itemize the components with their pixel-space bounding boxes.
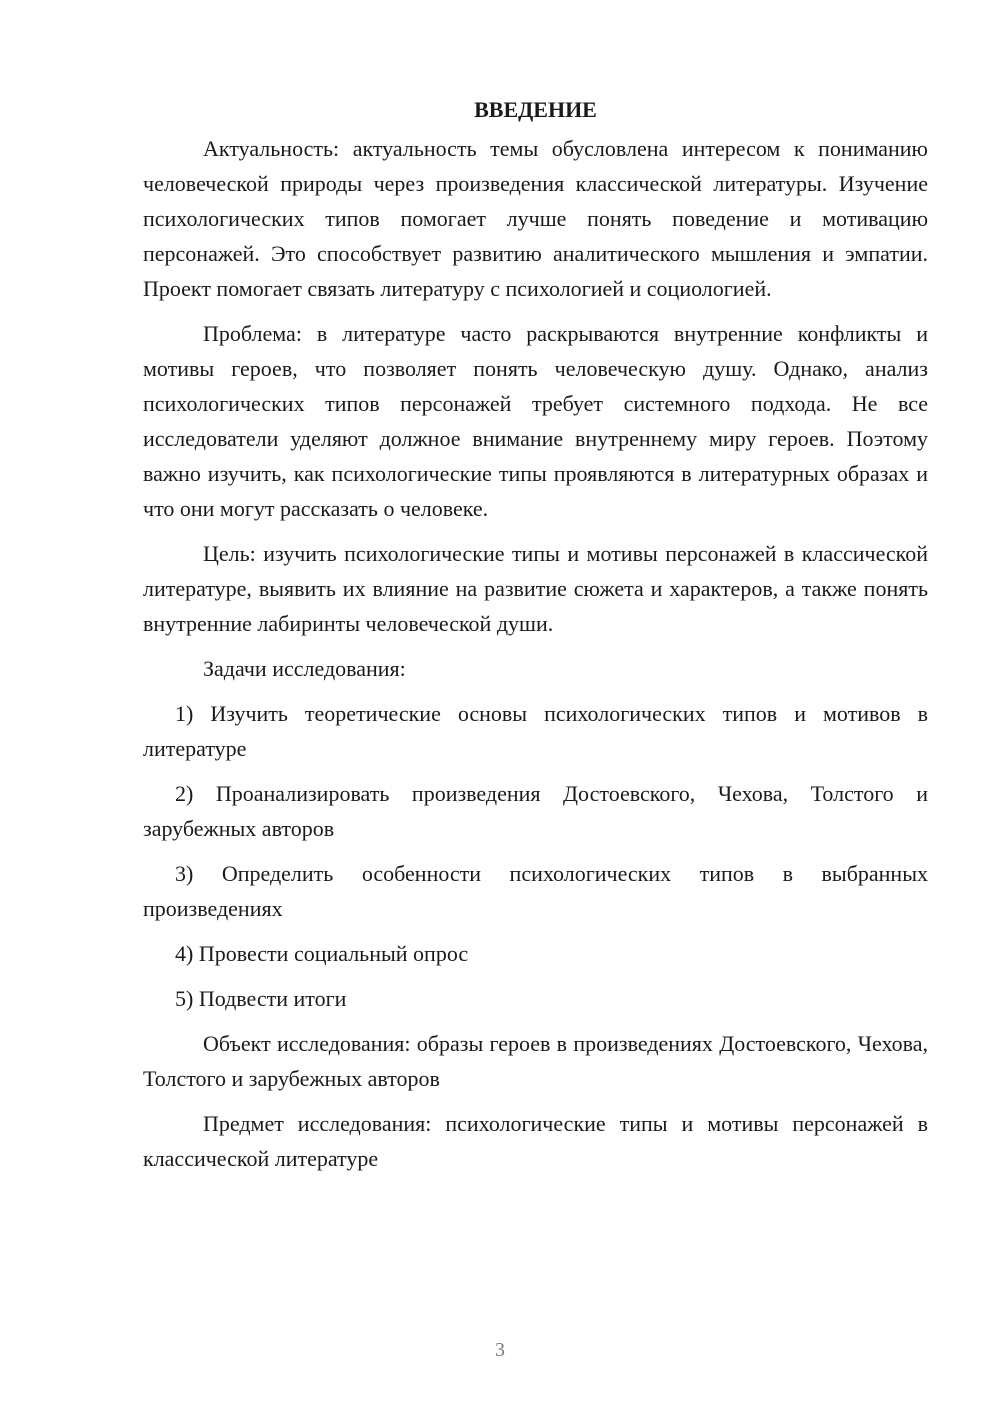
problem-paragraph: Проблема: в литературе часто раскрываются внутренние конфликты и мотивы героев, что позволяет понять человеческую душу. Однако, анализ психологических типов персонажей требует системного подхода. Не все исследователи уделяют должное внимание внутреннему миру героев. Поэтому важно изучить, как психологические типы проявляются в литературных образах и что они могут рассказать о человеке. — [143, 321, 928, 521]
object-paragraph: Объект исследования: образы героев в произведениях Достоевского, Чехова, Толстого и зарубежных авторов — [143, 1031, 928, 1091]
tasks-heading: Задачи исследования: — [203, 656, 406, 681]
subject-paragraph: Предмет исследования: психологические типы и мотивы персонажей в классической литературе — [143, 1111, 928, 1171]
goal-paragraph: Цель: изучить психологические типы и мотивы персонажей в классической литературе, выявить их влияние на развитие сюжета и характеров, а также понять внутренние лабиринты человеческой души. — [143, 541, 928, 636]
task-item-3: 3) Определить особенности психологических типов в выбранных произведениях — [143, 861, 928, 921]
relevance-paragraph: Актуальность: актуальность темы обусловлена интересом к пониманию человеческой природы через произведения классической литературы. Изучение психологических типов помогает лучше понять поведение и мотивацию персонажей. Это способствует развитию аналитического мышления и эмпатии. Проект помогает связать литературу с психологией и социологией. — [143, 136, 928, 301]
page-title: ВВЕДЕНИЕ — [474, 97, 597, 122]
task-item-4: 4) Провести социальный опрос — [175, 941, 469, 966]
task-item-2: 2) Проанализировать произведения Достоевского, Чехова, Толстого и зарубежных авторов — [143, 781, 928, 841]
task-item-5: 5) Подвести итоги — [175, 986, 347, 1011]
page-number: 3 — [495, 1339, 505, 1361]
task-item-1: 1) Изучить теоретические основы психологических типов и мотивов в литературе — [143, 701, 928, 761]
page-content — [143, 92, 928, 1176]
